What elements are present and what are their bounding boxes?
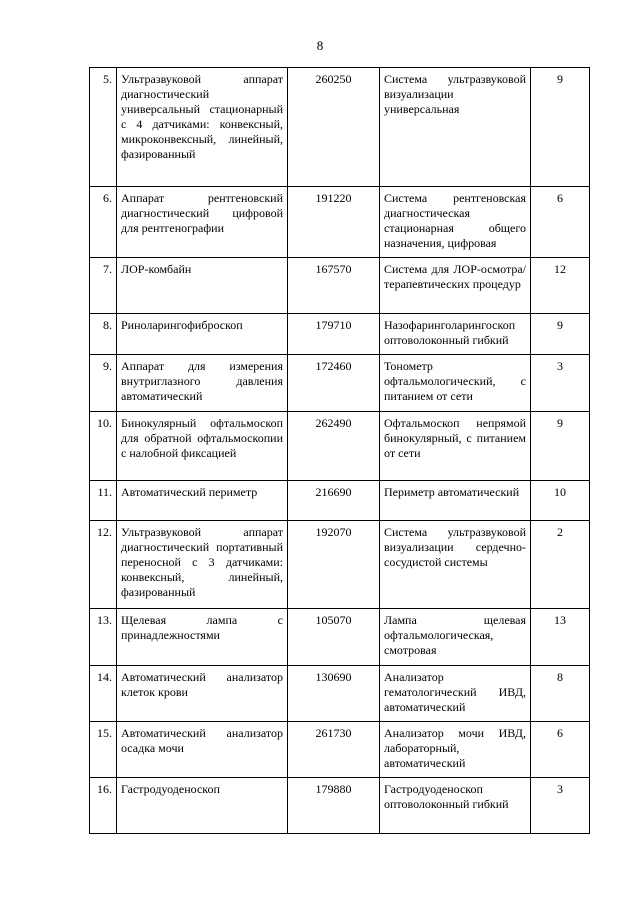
table-row [90,187,590,258]
row-number: 7. [90,258,117,314]
equipment-name: Щелевая лампа с принадлежностями [117,609,288,666]
table-row [90,68,590,187]
equipment-name: Бинокулярный офтальмоскоп для обратной офтальмоскопии с налобной фиксацией [117,412,288,481]
quantity: 9 [531,314,590,355]
nomenclature-code: 179710 [288,314,380,355]
quantity: 8 [531,666,590,722]
quantity: 6 [531,722,590,778]
nomenclature-code: 191220 [288,187,380,258]
device-type: Система ультразвуковой визуализации сердечно-сосудистой системы [380,521,531,609]
quantity: 9 [531,412,590,481]
quantity: 2 [531,521,590,609]
table-row [90,521,590,609]
device-type: Тонометр офтальмологический, с питанием от сети [380,355,531,412]
table-row [90,609,590,666]
row-number: 13. [90,609,117,666]
nomenclature-code: 179880 [288,778,380,834]
device-type: Система рентгеновская диагностическая стационарная общего назначения, цифровая [380,187,531,258]
equipment-name: Аппарат для измерения внутриглазного давления автоматический [117,355,288,412]
row-number: 15. [90,722,117,778]
quantity: 13 [531,609,590,666]
row-number: 6. [90,187,117,258]
row-number: 5. [90,68,117,187]
table-row [90,481,590,521]
device-type: Периметр автоматический [380,481,531,521]
equipment-name: Автоматический анализатор клеток крови [117,666,288,722]
device-type: Анализатор мочи ИВД, лабораторный, автоматический [380,722,531,778]
equipment-name: Автоматический анализатор осадка мочи [117,722,288,778]
device-type: Назофаринголарингоскоп оптоволоконный гибкий [380,314,531,355]
nomenclature-code: 130690 [288,666,380,722]
equipment-name: ЛОР-комбайн [117,258,288,314]
nomenclature-code: 261730 [288,722,380,778]
equipment-name: Ультразвуковой аппарат диагностический универсальный стационарный с 4 датчиками: конвексный, микроконвексный, линейный, фазированный [117,68,288,187]
quantity: 6 [531,187,590,258]
table-row [90,314,590,355]
quantity: 10 [531,481,590,521]
table-row [90,722,590,778]
device-type: Анализатор гематологический ИВД, автоматический [380,666,531,722]
row-number: 14. [90,666,117,722]
equipment-name: Аппарат рентгеновский диагностический цифровой для рентгенографии [117,187,288,258]
nomenclature-code: 167570 [288,258,380,314]
equipment-name: Риноларингофиброскоп [117,314,288,355]
row-number: 12. [90,521,117,609]
device-type: Система ультразвуковой визуализации универсальная [380,68,531,187]
row-number: 11. [90,481,117,521]
table-row [90,778,590,834]
device-type: Офтальмоскоп непрямой бинокулярный, с питанием от сети [380,412,531,481]
nomenclature-code: 105070 [288,609,380,666]
device-type: Гастродуоденоскоп оптоволоконный гибкий [380,778,531,834]
nomenclature-code: 262490 [288,412,380,481]
device-type: Лампа щелевая офтальмологическая, смотровая [380,609,531,666]
nomenclature-code: 260250 [288,68,380,187]
nomenclature-code: 216690 [288,481,380,521]
nomenclature-code: 192070 [288,521,380,609]
equipment-name: Автоматический периметр [117,481,288,521]
table-row [90,412,590,481]
equipment-name: Ультразвуковой аппарат диагностический портативный переносной с 3 датчиками: конвексный, линейный, фазированный [117,521,288,609]
equipment-table [89,67,590,834]
device-type: Система для ЛОР-осмотра/терапевтических процедур [380,258,531,314]
table-row [90,258,590,314]
row-number: 8. [90,314,117,355]
quantity: 3 [531,355,590,412]
table-row [90,666,590,722]
quantity: 12 [531,258,590,314]
page-number: 8 [316,38,324,53]
equipment-name: Гастродуоденоскоп [117,778,288,834]
row-number: 10. [90,412,117,481]
row-number: 9. [90,355,117,412]
nomenclature-code: 172460 [288,355,380,412]
row-number: 16. [90,778,117,834]
quantity: 3 [531,778,590,834]
table-row [90,355,590,412]
quantity: 9 [531,68,590,187]
